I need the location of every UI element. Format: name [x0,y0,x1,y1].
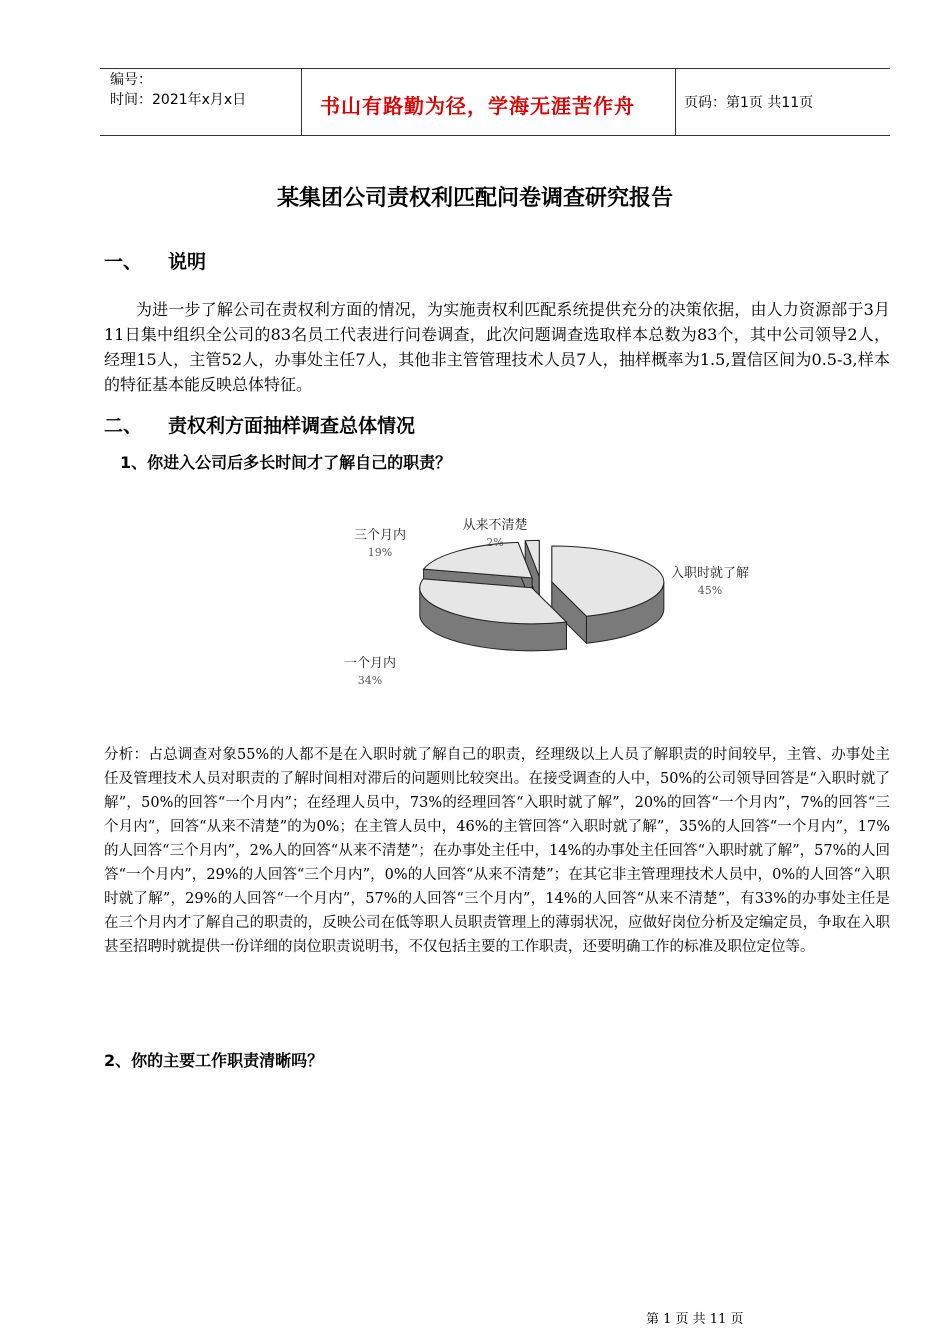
pie-label-4: 从来不清楚 [462,518,528,533]
footer-page-number: 第 1 页 共 11 页 [646,1312,744,1327]
header-motto: 书山有路勤为径，学海无涯苦作舟 [320,94,635,118]
analysis-paragraph: 分析：占总调查对象55%的人都不是在入职时就了解自己的职责，经理级以上人员了解职责的时间较早，主管、办事处主任及管理技术人员对职责的了解时间相对滞后的问题则比较突出。在接受调查的人中，50%的公司领导回答是“入职时就了解”，50%的回答“一个月内”；在经理人员中，73%的经理回答“入职时就了解”，20%的回答“一个月内”，7%的回答“三个月内”，回答“从来不清楚”的为0%；在主管人员中，46%的主管回答“入职时就了解”，35%的人回答“一个月内”，17%的人回答“三个月内”，2%人的回答“从来不清楚”；在办事处主任中，14%的办事处主任回答“入职时就了解”，57%的人回答“一个月内”，29%的人回答“三个月内”，0%的人回答“从来不清楚”；在其它非主管理理技术人员中，0%的人回答“入职时就了解”，29%的人回答“一个月内”，57%的人回答“三个月内”，14%的人回答“从来不清楚”，有33%的办事处主任是在三个月内才了解自己的职责的，反映公司在低等职人员职责管理上的薄弱状况，应做好岗位分析及定编定员，争取在入职甚至招聘时就提供一份详细的岗位职责说明书，不仅包括主要的工作职责，还要明确工作的标准及职位定位等。 [104,747,890,955]
header-page-info: 页码：第1页 共11页 [684,95,814,111]
pie-slice-1 [552,546,664,643]
header-bottom-rule [100,135,890,136]
section-2-heading: 责权利方面抽样调查总体情况 [168,415,416,437]
document-time: 时间：2021年x月x日 [110,92,247,108]
report-title: 某集团公司责权利匹配问卷调查研究报告 [276,186,673,211]
pie-label-3: 三个月内 [353,528,407,543]
pie-slice-2 [420,579,567,651]
section-1-paragraph: 为进一步了解公司在责权利方面的情况，为实施责权利匹配系统提供充分的决策依据，由人力资源部于3月11日集中组织全公司的83名员工代表进行问卷调查，此次问题调查选取样本总数为83个，其中公司领导2人，经理15人，主管52人，办事处主任7人，其他非主管管理技术人员7人，抽样概率为1.5,置信区间为0.5-3,样本的特征基本能反映总体特征。 [104,300,890,394]
header-divider-right [675,68,676,136]
question-1: 1、你进入公司后多长时间才了解自己的职责？ [120,453,452,472]
section-1-heading: 说明 [168,251,207,273]
pie-chart-q1 [340,505,780,705]
pie-value-3: 19% [367,546,393,559]
header-divider-left [301,68,302,136]
document-number-label: 编号： [110,72,152,88]
section-2-number: 二、 [104,415,143,437]
pie-value-4: 2% [486,536,504,549]
pie-label-1: 入职时就了解 [670,566,750,581]
question-2: 2、你的主要工作职责清晰吗？ [104,1051,324,1070]
header-top-rule [100,68,890,69]
pie-value-1: 45% [697,584,723,597]
pie-label-2: 一个月内 [343,656,397,671]
section-1-number: 一、 [104,251,143,273]
pie-value-2: 34% [357,674,383,687]
